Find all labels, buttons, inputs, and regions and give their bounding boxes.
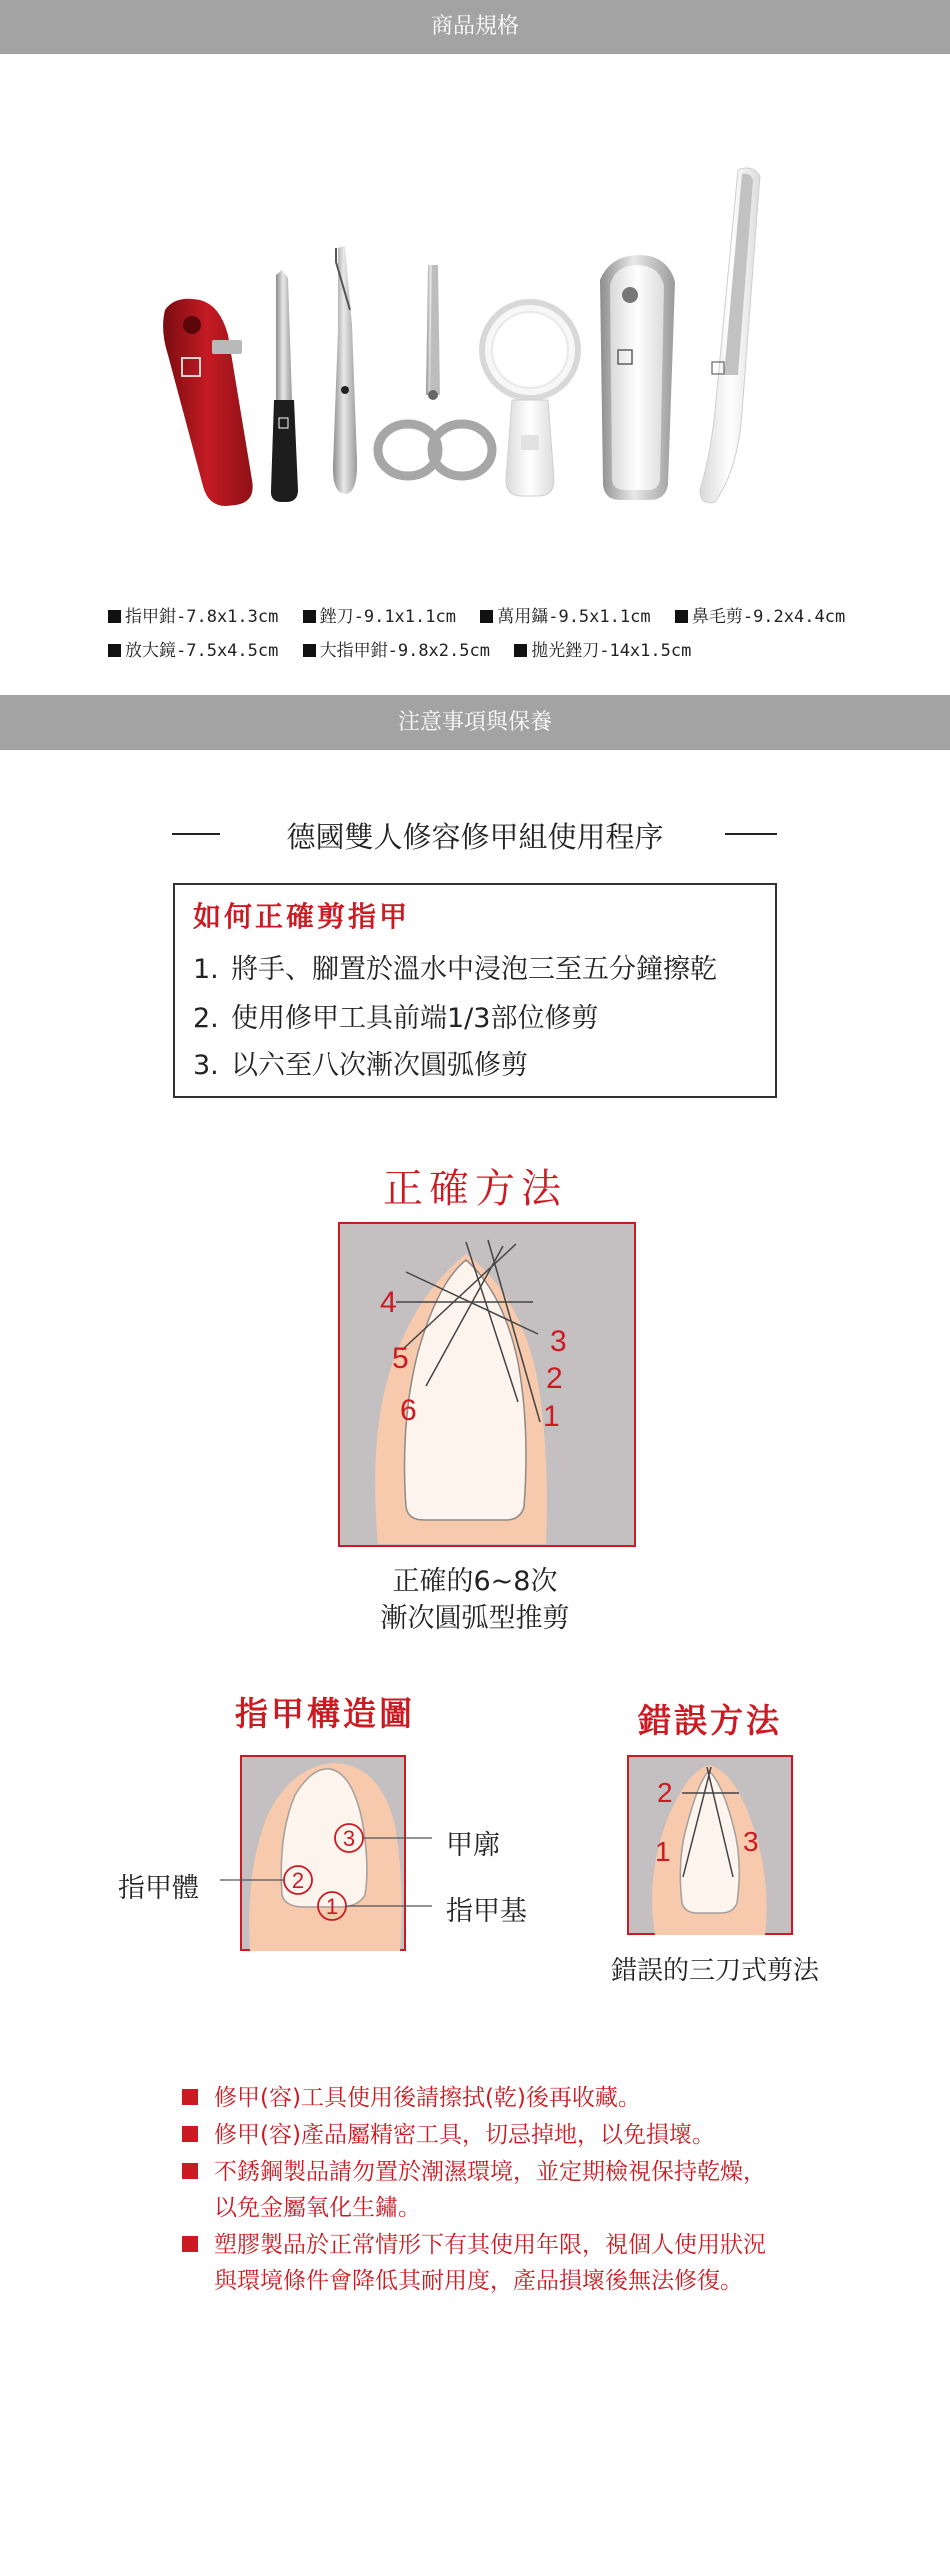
large-nail-clipper [600,255,675,500]
spec-row-2 [108,636,705,661]
spec-item [480,602,650,627]
cut-number: 2 [546,1362,563,1395]
correct-method-diagram [338,1222,636,1547]
heading-right-rule [725,833,777,835]
step-item [193,996,598,1035]
care-section-bar [0,695,950,750]
step-number: 2. [193,1003,219,1034]
product-image [0,150,950,520]
spec-item [675,602,845,627]
cut-number: 4 [380,1286,397,1319]
cut-number: 3 [550,1325,567,1358]
callout-number: 2 [291,1868,305,1893]
label-nail-body: 指甲體 [118,1873,199,1904]
step-item [193,1043,528,1082]
cut-number: 2 [657,1777,673,1808]
scissors [378,265,492,476]
step-number: 1. [193,954,219,985]
callout-number: 3 [342,1826,356,1851]
care-note [186,2117,786,2153]
spec-item [303,602,456,627]
care-note [186,2080,786,2116]
procedure-heading: 德國雙人修容修甲組使用程序 [286,820,664,854]
correct-caption-line1: 正確的6~8次 [392,1566,558,1597]
spec-row-1 [108,602,859,627]
heading-left-rule [172,833,220,835]
callout-number: 1 [325,1894,339,1919]
step-text: 使用修甲工具前端1/3部位修剪 [231,1003,599,1034]
step-number: 3. [193,1050,219,1081]
spec-section-bar [0,0,950,54]
spec-text: 指甲鉗-7.8x1.3cm [125,607,279,627]
bullet-square [182,2236,198,2252]
spec-item [303,636,490,661]
care-note-text: 不銹鋼製品請勿置於潮濕環境，並定期檢視保持乾燥，以免金屬氧化生鏽。 [214,2159,766,2221]
care-note [186,2227,776,2299]
spec-item [514,636,691,661]
spec-text: 拋光銼刀-14x1.5cm [531,641,692,661]
label-nail-base: 指甲基 [446,1896,527,1927]
spec-text: 鼻毛剪-9.2x4.4cm [691,607,846,627]
steps-box [173,883,777,1098]
bullet-square [182,2163,198,2179]
cut-number: 1 [655,1836,671,1867]
cut-number: 6 [400,1394,417,1427]
wrong-method-diagram [627,1755,793,1935]
spec-text: 大指甲鉗-9.8x2.5cm [319,641,490,661]
cut-number: 3 [743,1826,759,1857]
nail-file [271,270,298,502]
magnifier [482,302,578,496]
step-item [193,947,717,986]
label-nail-wall: 甲廓 [446,1830,500,1861]
care-note-text: 修甲(容)產品屬精密工具，切忌掉地，以免損壞。 [214,2122,715,2148]
spec-section-title: 商品規格 [430,14,519,39]
structure-title: 指甲構造圖 [235,1694,415,1733]
care-note-text: 修甲(容)工具使用後請擦拭(乾)後再收藏。 [214,2085,641,2111]
spec-text: 萬用鑷-9.5x1.1cm [497,607,651,627]
step-text: 以六至八次漸次圓弧修剪 [231,1050,528,1081]
correct-caption-line2: 漸次圓弧型推剪 [380,1603,570,1634]
procedure-heading-row [0,815,950,855]
spec-text: 放大鏡-7.5x4.5cm [125,641,279,661]
spec-item [108,636,278,661]
spec-item [108,602,278,627]
wrong-caption: 錯誤的三刀式剪法 [610,1956,819,1986]
red-nail-clipper [163,299,253,506]
cut-number: 1 [543,1400,560,1433]
wrong-method-title: 錯誤方法 [638,1701,782,1740]
care-section-title: 注意事項與保養 [397,710,552,735]
cut-number: 5 [392,1342,409,1375]
bullet-square [182,2089,198,2105]
step-text: 將手、腳置於溫水中浸泡三至五分鐘擦乾 [231,954,717,985]
correct-method-title: 正確方法 [383,1166,567,1212]
spec-text: 銼刀-9.1x1.1cm [319,607,456,627]
steps-box-title: 如何正確剪指甲 [193,900,411,933]
care-note-text: 塑膠製品於正常情形下有其使用年限，視個人使用狀況與環境條件會降低其耐用度，產品損壞後無法修復。 [214,2232,766,2294]
polishing-file [700,168,760,503]
care-note [186,2154,776,2226]
bullet-square [182,2126,198,2142]
tweezers [333,246,357,494]
